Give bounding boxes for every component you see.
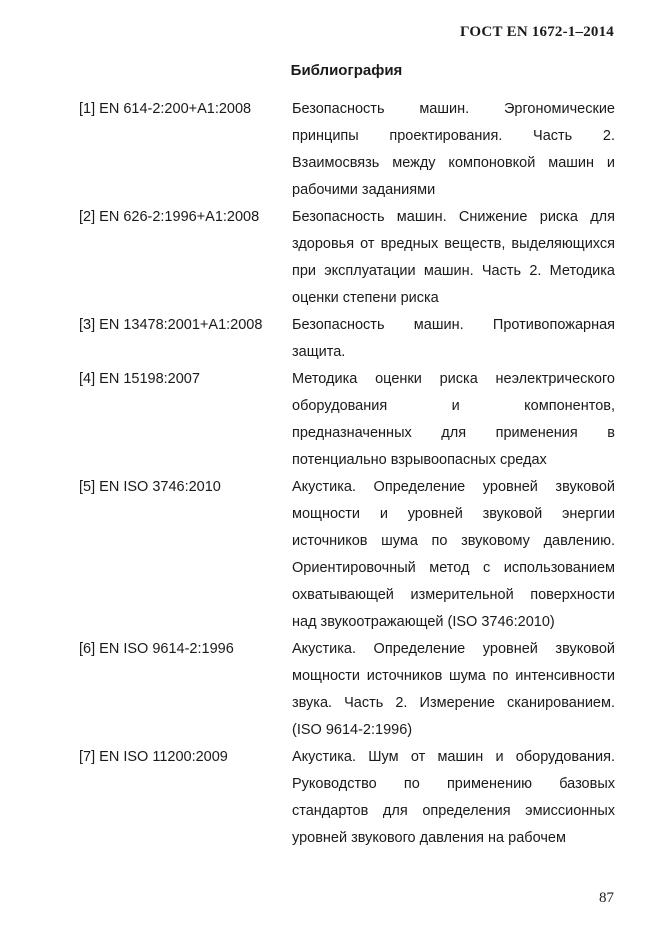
bibliography-entry bbox=[79, 96, 615, 204]
bibliography-title: Акустика. Определение уровней звуковой мощности и уровней звуковой энергии источников шума по звуковому давлению. Ориентировочный метод с использованием охватывающей измерительной поверхности над звукоотражающей (ISO 3746:2010) bbox=[292, 479, 615, 630]
bibliography-reference: [3] EN 13478:2001+A1:2008 bbox=[79, 317, 263, 333]
bibliography-title: Безопасность машин. Снижение риска для здоровья от вредных веществ, выделяющихся при эксплуатации машин. Часть 2. Методика оценки степени риска bbox=[292, 209, 615, 306]
bibliography-reference: [5] EN ISO 3746:2010 bbox=[79, 479, 221, 495]
bibliography-entry bbox=[79, 204, 615, 312]
bibliography-title: Безопасность машин. Противопожарная защита. bbox=[292, 317, 615, 360]
bibliography-entry bbox=[79, 474, 615, 636]
bibliography-entry bbox=[79, 366, 615, 474]
bibliography-reference: [1] EN 614-2:200+A1:2008 bbox=[79, 101, 252, 117]
bibliography-title: Безопасность машин. Эргономические принципы проектирования. Часть 2. Взаимосвязь между компоновкой машин и рабочими заданиями bbox=[292, 101, 615, 198]
bibliography-title: Акустика. Шум от машин и оборудования. Руководство по применению базовых стандартов для определения эмиссионных уровней звукового давления на рабочем bbox=[292, 749, 615, 846]
bibliography-entry bbox=[79, 744, 615, 852]
bibliography-reference: [2] EN 626-2:1996+A1:2008 bbox=[79, 209, 260, 225]
bibliography-heading: Библиография bbox=[290, 62, 403, 79]
bibliography-entry bbox=[79, 312, 615, 366]
bibliography-title: Акустика. Определение уровней звуковой мощности источников шума по интенсивности звука. Часть 2. Измерение сканированием. (ISO 9614-2:1996) bbox=[292, 641, 615, 738]
page-number: 87 bbox=[599, 890, 614, 906]
bibliography-reference: [6] EN ISO 9614-2:1996 bbox=[79, 641, 234, 657]
bibliography-reference: [7] EN ISO 11200:2009 bbox=[79, 749, 228, 765]
bibliography-list bbox=[79, 96, 615, 852]
bibliography-title: Методика оценки риска неэлектрического оборудования и компонентов, предназначенных для применения в потенциально взрывоопасных средах bbox=[292, 371, 615, 468]
bibliography-reference: [4] EN 15198:2007 bbox=[79, 371, 200, 387]
bibliography-entry bbox=[79, 636, 615, 744]
standard-header: ГОСТ EN 1672-1–2014 bbox=[460, 24, 614, 40]
